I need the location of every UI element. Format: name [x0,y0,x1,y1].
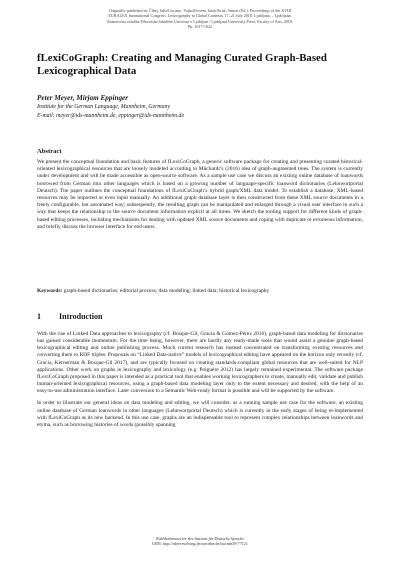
page-footer [0,536,400,547]
publication-note-line: Znanstvena založba Filozofske fakultete Univerze v Ljubljani / Ljubljana University Press, Faculty of Arts, 2018. [107,18,293,24]
publication-note [0,8,400,29]
abstract-body: We present the conceptual foundation and basic features of fLexiCoGraph, a generic software package for creating and presenting curated historical-oriented lexicographical resources that are loosely modeled according to Müchardt’s (2016) idea of graph-augmented trees. The system is currently under development and will be made accessible as open-source software. As a sample use case we discuss an existing online database of loanwords borrowed from German into other languages which is based on a growing number of language-specific loanword dictionaries (Lehnwortportal Deutsch). The paper outlines the conceptual foundations of fLexiCoGraph’s hybrid graph/XML data model. To establish a database, XML-based resources may be imported or even input manually. An additional graph database layer is then constructed from these XML source documents in a freely configurable, but automated way; subsequently, the resulting graph can be manipulated and enlarged through a visual user interface in such a way that keeps the relationship to the source document information explicit at all times. We sketch the tooling support for different kinds of graph-based editing processes, including mechanisms for dealing with updated XML source documents and coping with duplicate or erroneous information, and briefly discuss the browser interface for end users. [37,159,363,230]
author-list: Peter Meyer, Mirjam Eppinger [37,94,129,102]
paper-title: fLexiCoGraph: Creating and Managing Curated Graph-Based Lexicographical Data [37,52,327,77]
introduction-body [37,331,363,434]
keywords-label: Keywords: [37,288,63,294]
footer-line: Publikationsserver des Instituts für Deutsche Sprache [155,536,245,541]
section-heading [37,312,102,321]
keywords [37,288,363,295]
paragraph: In order to illustrate our general ideas on data modeling and editing, we will consider, as a running sample use case for the software, an existing online database of German loanwords in other languages (Lehnwortportal Deutsch) which is currently in the early stages of being re-implemented with fLexiCoGraph as its new backend. In this use case, graphs are an indispensable tool to represent complex relationships between loanwords and etyma, such as borrowing histories of words (possibly spanning [37,400,363,428]
keywords-list: graph-based dictionaries; editorial process; data modeling; linked data; historical lexicography [63,288,270,294]
section-title: Introduction [59,312,103,321]
author-affiliation: Institute for the German Language, Mannheim, Germany [37,104,170,110]
publication-note-line: Originally published in: Čibej, Jaka/Gorjanc, Vojko/Kosem, Iztok/Krek, Simon (Ed.): Proceedings of the XVIII [108,8,292,13]
author-email: E-mail: meyer@ids-mannheim.de, eppinger@ids-mannheim.de [37,113,185,119]
publication-note-line: Pp. 1017-1022 [187,23,213,29]
section-number: 1 [37,312,41,321]
footer-urn: URN: http://nbn-resolving.de/urn:nbn:de:bsz:mh39-77121 [152,541,248,547]
abstract-heading: Abstract [37,148,62,155]
publication-note-line: EURALEX International Congress: Lexicography in Global Contexts, 17–21 July 2018, Ljubljana. – Ljubljana: [108,13,292,19]
paragraph: With the rise of Linked Data approaches to lexicography (cf. Bosque-Gil, Gracia & Gómez-Pérez 2016), graph-based data modeling for dictionaries has gained considerable momentum. For the time being, however, there are hardly any ready-made tools that would assist a genuine graph-based lexicographical editing and online publishing process. Much current research has instead concentrated on transforming existing resources and converting them to RDF triples. Proposals on “Linked Data-native” models of lexicographical editing have appeared on the horizon only recently (cf. Gracia, Kernerman & Bosque-Gil 2017), and are typically focused on creating standards-compliant global resources that are well-suited for NLP applications. Other work on graphs in lexicography and lexicology (e.g. Polguère 2012) has largely remained experimental. The software package fLexiCoGraph proposed in this paper is intended as a practical tool that enables working lexicographers to create, manually edit, validate and publish human-oriented lexicographical resources, using a graph-based data modeling layer only to the extent necessary and desired, with the help of an easy-to-use administration interface. Later conversion to a Semantic Web-ready format is possible and will be supported by the software. [37,331,363,395]
